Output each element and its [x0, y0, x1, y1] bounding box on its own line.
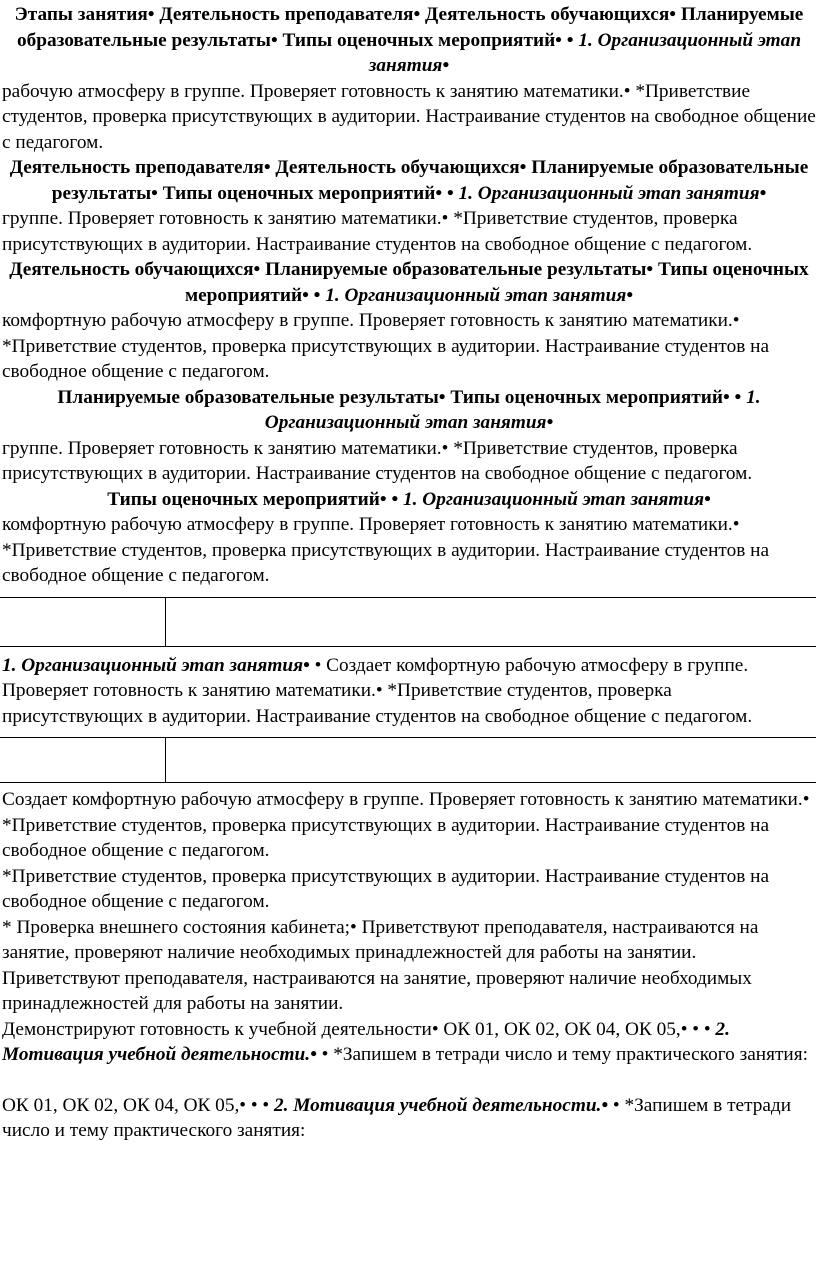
stage-section [0, 647, 816, 738]
heading-stage: 1. Организационный этап занятия• [320, 284, 634, 306]
heading-stage: 1. Организационный этап занятия• [368, 29, 802, 76]
content-block-5 [0, 487, 816, 589]
heading-text: Деятельность обучающихся• Планируемые образовательные результаты• Типы оценочных мероприятий• • [9, 259, 809, 306]
competency-text: ОК 01, ОК 02, ОК 04, ОК 05,• • • [2, 1094, 274, 1116]
activity-paragraph: *Приветствие студентов, проверка присутствующих в аудитории. Настраивание студентов на свободное общение с педагогом. [2, 865, 770, 912]
block-heading [0, 2, 816, 79]
block-body: комфортную рабочую атмосферу в группе. Проверяет готовность к занятию математики.• *Приветствие студентов, проверка присутствующих в аудитории. Настраивание студентов на свободное общение с педагогом. [2, 514, 770, 586]
table-divider [165, 598, 166, 646]
heading-text: Деятельность преподавателя• Деятельность обучающихся• Планируемые образовательные результаты• Типы оценочных мероприятий• • [9, 157, 809, 204]
block-heading [0, 487, 816, 513]
activity-paragraph [0, 1093, 816, 1144]
activity-paragraph: Создает комфортную рабочую атмосферу в группе. Проверяет готовность к занятию математики.• *Приветствие студентов, проверка присутствующих в аудитории. Настраивание студентов на свободное общение с педагогом. [2, 789, 810, 861]
table-strip [0, 737, 816, 783]
heading-text: Этапы занятия• Деятельность преподавателя• Деятельность обучающихся• Планируемые образовательные результаты• Типы оценочных мероприятий• • [14, 4, 804, 51]
heading-stage: 1. Организационный этап занятия• [398, 488, 711, 510]
table-strip [0, 597, 816, 647]
heading-stage: 1. Организационный этап занятия• [264, 386, 761, 433]
task-text: • *Запишем в тетради число и тему практического занятия: [316, 1044, 808, 1065]
stage-text: • Создает комфортную рабочую атмосферу в группе. Проверяет готовность к занятию математики.• *Приветствие студентов, проверка присутствующих в аудитории. Настраивание студентов на свободное общение с педагогом. [2, 654, 753, 727]
activity-paragraph: Приветствуют преподавателя, настраиваются на занятие, проверяют наличие необходимых принадлежностей для работы на занятии. [2, 967, 752, 1014]
heading-text: Типы оценочных мероприятий• • [107, 488, 399, 510]
stage-paragraph [0, 653, 816, 730]
activity-section [0, 783, 816, 1144]
block-body: группе. Проверяет готовность к занятию математики.• *Приветствие студентов, проверка присутствующих в аудитории. Настраивание студентов на свободное общение с педагогом. [2, 208, 753, 255]
block-heading [0, 155, 816, 206]
content-block-1 [0, 0, 816, 155]
stage-title: 2. Мотивация учебной деятельности.• [274, 1094, 609, 1116]
block-body: группе. Проверяет готовность к занятию математики.• *Приветствие студентов, проверка присутствующих в аудитории. Настраивание студентов на свободное общение с педагогом. [2, 437, 753, 484]
block-body: рабочую атмосферу в группе. Проверяет готовность к занятию математики.• *Приветствие студентов, проверка присутствующих в аудитории. Настраивание студентов на свободное общение с педагогом. [2, 80, 816, 153]
block-heading [0, 385, 816, 436]
activity-paragraph: * Проверка внешнего состояния кабинета;• Приветствуют преподавателя, настраиваются на занятие, проверяют наличие необходимых принадлежностей для работы на занятии. [2, 916, 759, 963]
activity-paragraph [0, 1017, 816, 1068]
content-block-4 [0, 385, 816, 487]
stage-title: 1. Организационный этап занятия• [2, 654, 310, 676]
content-block-3 [0, 257, 816, 385]
heading-text: Планируемые образовательные результаты• Типы оценочных мероприятий• • [57, 386, 742, 408]
heading-stage: 1. Организационный этап занятия• [453, 182, 767, 204]
competency-text: Демонстрируют готовность к учебной деятельности• ОК 01, ОК 02, ОК 04, ОК 05,• • • [2, 1018, 716, 1040]
content-block-2 [0, 155, 816, 257]
block-heading [0, 257, 816, 308]
table-divider [165, 738, 166, 782]
block-body: комфортную рабочую атмосферу в группе. Проверяет готовность к занятию математики.• *Приветствие студентов, проверка присутствующих в аудитории. Настраивание студентов на свободное общение с педагогом. [2, 310, 770, 382]
task-text: • *Запишем в тетради число и тему практического занятия: [2, 1094, 792, 1141]
stage-title: 2. Мотивация учебной деятельности.• [2, 1018, 730, 1065]
